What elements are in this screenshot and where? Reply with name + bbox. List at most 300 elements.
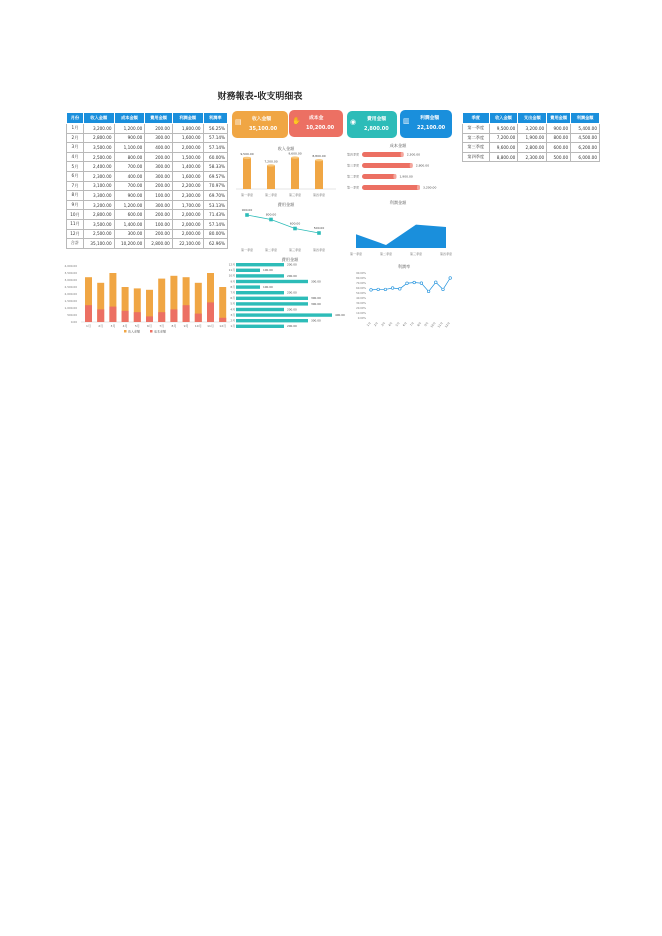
table-header-row [463,113,600,124]
bar-cost [134,312,141,322]
tick-label: 第一季度 [240,193,254,197]
bar [236,302,308,305]
tick-label: 第四季度 [312,248,326,252]
total-row [67,239,228,249]
tick-label: 第二季度 [346,174,359,179]
table-cell: 100.00 [145,191,173,201]
table-cell: 1,600.00 [172,171,203,181]
table-cell: 3,300.00 [83,191,114,201]
fee-monthly-chart [228,256,346,336]
tick-label: 11月 [207,324,214,328]
table-cell: 80.00% [203,229,227,239]
hand-money-icon: ✋ [292,117,301,125]
table-cell: 700.00 [114,181,145,191]
data-point [427,290,430,293]
profit-rate-chart [352,262,456,334]
area [356,225,446,248]
bar [236,263,284,266]
bar-cap [315,159,323,161]
data-label: 200.00 [287,324,297,329]
table-cell: 10,200.00 [114,239,145,249]
kpi-label: 利潤金額 [420,116,440,121]
table-cell: 9,600.00 [489,143,518,153]
tick-label: 第一季度 [349,252,363,256]
table-cell: 400.00 [145,143,173,153]
table-cell: 200.00 [145,210,173,220]
table-cell: 6,200.00 [571,143,600,153]
data-label: 800.00 [265,212,277,217]
table-row [67,133,228,143]
tick-label: 4月 [122,324,128,328]
column-header: 收入金額 [489,113,518,124]
tick-label: 3月 [110,324,116,328]
data-point [413,281,416,284]
table-cell: 900.00 [114,191,145,201]
table-cell: 5月 [67,162,84,172]
kpi-card [400,110,452,138]
coins-icon: ◉ [350,118,357,126]
tick-label: 1月 [365,321,372,328]
table-cell: 1,800.00 [172,124,203,134]
data-label: 300.00 [311,301,321,306]
data-point [435,281,438,284]
data-point [245,213,249,217]
table-cell: 1,500.00 [172,152,203,162]
tick-label: 12月 [443,321,451,329]
column-header: 成本金額 [114,113,145,124]
tick-label: 9月 [230,279,235,284]
table-row [67,162,228,172]
tick-label: 第二季度 [379,252,393,256]
table-cell: 3,200.00 [518,124,547,134]
table-cell: 第一季度 [463,124,490,134]
bar-cost [207,302,214,322]
tick-label: 12月 [219,324,227,328]
table-cell: 500.00 [547,152,571,162]
column-header: 利潤金額 [172,113,203,124]
table-cell: 6月 [67,171,84,181]
table-cell: 1,600.00 [172,133,203,143]
table-cell: 8,800.00 [489,152,518,162]
table-cell: 2,300.00 [172,191,203,201]
tick-label: 12月 [228,262,235,267]
kpi-value: 2,800.00 [364,126,389,132]
table-cell: 9月 [67,200,84,210]
table-cell: 35,100.00 [83,239,114,249]
chart-title: 利潤率 [397,264,411,269]
tick-label: 2,500.00 [64,285,77,289]
bar [315,160,323,189]
data-point [384,288,387,291]
tick-label: 70.00% [356,282,366,285]
tick-label: 7月 [230,290,235,295]
kpi-label: 費用金額 [367,117,387,122]
table-cell: 1,100.00 [114,143,145,153]
table-cell: 7,200.00 [489,133,518,143]
bar [236,325,284,328]
table-row [67,143,228,153]
table-cell: 900.00 [547,124,571,134]
table-cell: 5,400.00 [571,124,600,134]
bar-cost [97,309,104,322]
table-cell: 1,400.00 [172,162,203,172]
legend-label: 收入金額 [128,329,141,334]
table-cell: 2,800.00 [145,239,173,249]
data-label: 600.00 [289,221,301,226]
data-point [442,288,445,291]
tick-label: 6月 [147,324,152,328]
tick-label: 9月 [183,324,189,328]
tick-label: 1,500.00 [64,299,77,303]
table-cell: 2,500.00 [83,229,114,239]
tick-label: 9月 [423,321,430,328]
kpi-card [232,111,288,138]
tick-label: 40.00% [356,297,366,300]
data-label: 100.00 [263,285,273,289]
kpi-card [347,111,397,138]
tick-label: 1月 [230,324,235,329]
table-cell: 2,800.00 [518,143,547,153]
table-cell: 2,500.00 [83,152,114,162]
table-row [463,152,600,162]
tick-label: 30.00% [356,302,366,305]
bar-cost [109,307,116,322]
data-label: 2,300.00 [406,152,421,157]
data-point [406,282,409,285]
bar-cost [183,305,190,322]
data-point [420,282,423,285]
tick-label: 7月 [408,321,415,328]
table-row [463,124,600,134]
kpi-value: 22,100.00 [417,125,446,131]
bar [236,285,260,288]
table-row [463,143,600,153]
tick-label: 50.00% [356,292,366,295]
table-cell: 1月 [67,124,84,134]
data-label: 400.00 [335,313,345,317]
table-cell: 2,300.00 [83,171,114,181]
table-cell: 6,000.00 [571,152,600,162]
table-cell: 900.00 [114,133,145,143]
table-cell: 4月 [67,152,84,162]
table-cell: 1,700.00 [172,200,203,210]
tick-label: 10月 [194,324,202,328]
table-cell: 200.00 [145,181,173,191]
data-label: 900.00 [241,208,253,212]
chart-title: 利潤金額 [389,200,407,205]
table-cell: 1,400.00 [114,219,145,229]
table-row [67,181,228,191]
data-label: 200.00 [287,290,297,295]
legend-label: 成本金額 [154,329,167,334]
kpi-value: 10,200.00 [306,125,335,131]
bar-cost [122,311,129,322]
tick-label: 第一季度 [240,248,254,252]
tick-label: 10月 [429,321,437,329]
bar [291,158,299,189]
chart-icon: ▥ [403,117,410,125]
tick-label: 7月 [159,324,165,328]
data-label: 8,800.00 [312,154,326,159]
tick-label: 第四季度 [439,252,453,256]
table-cell: 2,200.00 [172,181,203,191]
monthly-table [66,112,228,249]
table-cell: 71.43% [203,210,227,220]
bar [236,319,308,322]
tick-label: 6月 [401,321,408,328]
table-row [463,133,600,143]
tick-label: 2月 [230,318,235,323]
bar [236,269,260,272]
cost-quarter-chart [342,140,454,195]
bar [236,280,308,283]
table-cell: 300.00 [145,171,173,181]
table-cell: 2,000.00 [172,143,203,153]
table-cell: 70.97% [203,181,227,191]
column-header: 季度 [463,113,490,124]
tick-label: 2月 [98,324,104,328]
data-label: 200.00 [287,262,297,267]
bar [236,313,332,316]
tick-label: 0.00 [70,320,77,324]
table-cell: 300.00 [114,229,145,239]
tick-label: 4,000.00 [64,264,77,268]
monthly-stacked-chart [62,262,232,337]
table-cell: 57.14% [203,133,227,143]
table-cell: 1,200.00 [114,200,145,210]
tick-label: 3月 [230,312,235,317]
table-row [67,200,228,210]
bar-cost [219,318,226,322]
tick-label: 20.00% [356,307,366,310]
table-cell: 57.14% [203,143,227,153]
table-cell: 200.00 [145,152,173,162]
table-cell: 200.00 [145,229,173,239]
table-cell: 600.00 [547,143,571,153]
chart-title: 收入金額 [277,146,295,151]
kpi-label: 成本金 [309,116,324,121]
bar-cost [158,312,165,322]
data-point [269,218,273,222]
bar-cap [410,163,413,168]
bar [362,174,396,179]
bar-income [219,287,226,322]
tick-label: 1,000.00 [64,306,77,310]
bar-cost [195,314,202,322]
table-cell: 62.96% [203,239,227,249]
tick-label: 5月 [134,324,140,328]
table-row [67,124,228,134]
table-cell: 12月 [67,229,84,239]
tick-label: 3,500.00 [64,271,77,275]
kpi-card [289,110,343,137]
tick-label: 80.00% [356,277,366,280]
profit-quarter-chart [342,197,454,259]
data-label: 300.00 [311,279,321,284]
table-cell: 3,100.00 [83,181,114,191]
tick-label: 3月 [380,321,387,328]
tick-label: 4月 [387,321,394,328]
table-row [67,152,228,162]
bar [362,185,420,190]
bar-cap [417,185,420,190]
table-cell: 3,500.00 [83,143,114,153]
table-row [67,219,228,229]
table-cell: 300.00 [145,133,173,143]
table-cell: 3,200.00 [83,200,114,210]
table-cell: 2,000.00 [172,210,203,220]
table-cell: 9,500.00 [489,124,518,134]
table-cell: 57.14% [203,219,227,229]
data-label: 200.00 [287,273,297,278]
bar [236,274,284,277]
tick-label: 2月 [372,321,379,328]
money-icon: ▤ [235,118,242,126]
tick-label: 4月 [230,307,235,312]
table-cell: 2,800.00 [83,133,114,143]
data-point [377,288,380,291]
bar-cost [146,316,153,322]
chart-title: 費用金額 [277,202,295,207]
tick-label: 8月 [230,284,235,289]
bar [236,308,284,311]
table-cell: 1,200.00 [114,124,145,134]
table-cell: 2,400.00 [83,162,114,172]
table-cell: 69.70% [203,191,227,201]
bar [362,152,404,157]
data-label: 7,200.00 [264,159,278,164]
table-cell: 22,100.00 [172,239,203,249]
table-cell: 第四季度 [463,152,490,162]
table-cell: 4,500.00 [571,133,600,143]
table-cell: 1,900.00 [518,133,547,143]
table-cell: 2,300.00 [518,152,547,162]
tick-label: 第三季度 [288,193,302,197]
table-cell: 56.25% [203,124,227,134]
bar [236,291,284,294]
table-cell: 800.00 [114,152,145,162]
tick-label: 60.00% [356,287,366,290]
bar-cost [170,309,177,322]
table-cell: 53.13% [203,200,227,210]
tick-label: 10.00% [356,312,366,315]
column-header: 利潤金額 [571,113,600,124]
kpi-value: 35,100.00 [249,126,278,132]
data-label: 9,500.00 [240,151,254,156]
table-cell: 800.00 [547,133,571,143]
table-cell: 58.33% [203,162,227,172]
table-row [67,210,228,220]
column-header: 費用金額 [547,113,571,124]
bar [243,158,251,189]
bar [236,297,308,300]
legend-swatch [124,330,127,333]
kpi-label: 收入金額 [252,117,272,122]
data-point [391,287,394,290]
tick-label: 第三季度 [288,248,302,252]
bar-cap [291,156,299,158]
tick-label: 第三季度 [409,252,423,256]
tick-label: 第二季度 [264,193,278,197]
data-label: 2,800.00 [415,163,430,168]
bar-cap [401,152,404,157]
column-header: 收入金額 [83,113,114,124]
column-header: 月份 [67,113,84,124]
data-label: 1,900.00 [399,174,413,179]
data-label: 9,600.00 [288,151,302,156]
table-cell: 2,000.00 [172,229,203,239]
quarterly-table [462,112,600,162]
table-cell: 7月 [67,181,84,191]
tick-label: 第四季度 [312,193,326,197]
table-cell: 2,000.00 [172,219,203,229]
table-cell: 200.00 [145,124,173,134]
tick-label: 第一季度 [346,185,359,190]
tick-label: 0.00% [357,317,366,320]
income-quarter-chart [232,143,340,203]
table-cell: 300.00 [145,200,173,210]
legend-swatch [150,330,153,333]
data-point [449,277,452,280]
table-row [67,229,228,239]
table-cell: 400.00 [114,171,145,181]
tick-label: 5月 [230,301,235,306]
bar-cap [243,157,251,159]
data-label: 200.00 [287,307,297,312]
table-cell: 2月 [67,133,84,143]
tick-label: 8月 [171,324,177,328]
tick-label: 第三季度 [346,163,359,168]
table-cell: 300.00 [145,162,173,172]
tick-label: 3,000.00 [64,278,77,282]
bar [267,165,275,189]
chart-title: 費用金額 [281,257,299,262]
column-header: 費用金額 [145,113,173,124]
table-cell: 600.00 [114,210,145,220]
data-label: 3,200.00 [423,185,437,190]
table-header-row [67,113,228,124]
tick-label: 11月 [436,321,444,329]
tick-label: 500.00 [67,313,77,317]
table-cell: 3,500.00 [83,219,114,229]
tick-label: 1月 [86,324,91,328]
table-cell: 11月 [67,219,84,229]
data-point [399,288,402,291]
table-row [67,171,228,181]
table-cell: 8月 [67,191,84,201]
page-title: 财務報表-收支明细表 [217,92,303,102]
table-cell: 第三季度 [463,143,490,153]
column-header: 支出金額 [518,113,547,124]
data-label: 300.00 [311,318,321,323]
tick-label: 2,000.00 [64,292,77,296]
data-label: 100.00 [263,268,273,273]
tick-label: 5月 [394,321,401,328]
tick-label: 6月 [230,296,235,301]
table-cell: 3月 [67,143,84,153]
tick-label: 第四季度 [346,152,359,157]
tick-label: 8月 [416,321,423,328]
chart-title: 成本金額 [389,143,407,148]
data-point [370,289,373,292]
bar [362,163,413,168]
tick-label: 10月 [228,273,235,278]
table-cell: 3,200.00 [83,124,114,134]
tick-label: 第二季度 [264,248,278,252]
table-cell: 100.00 [145,219,173,229]
bar-cap [267,164,275,166]
table-cell: 69.57% [203,171,227,181]
